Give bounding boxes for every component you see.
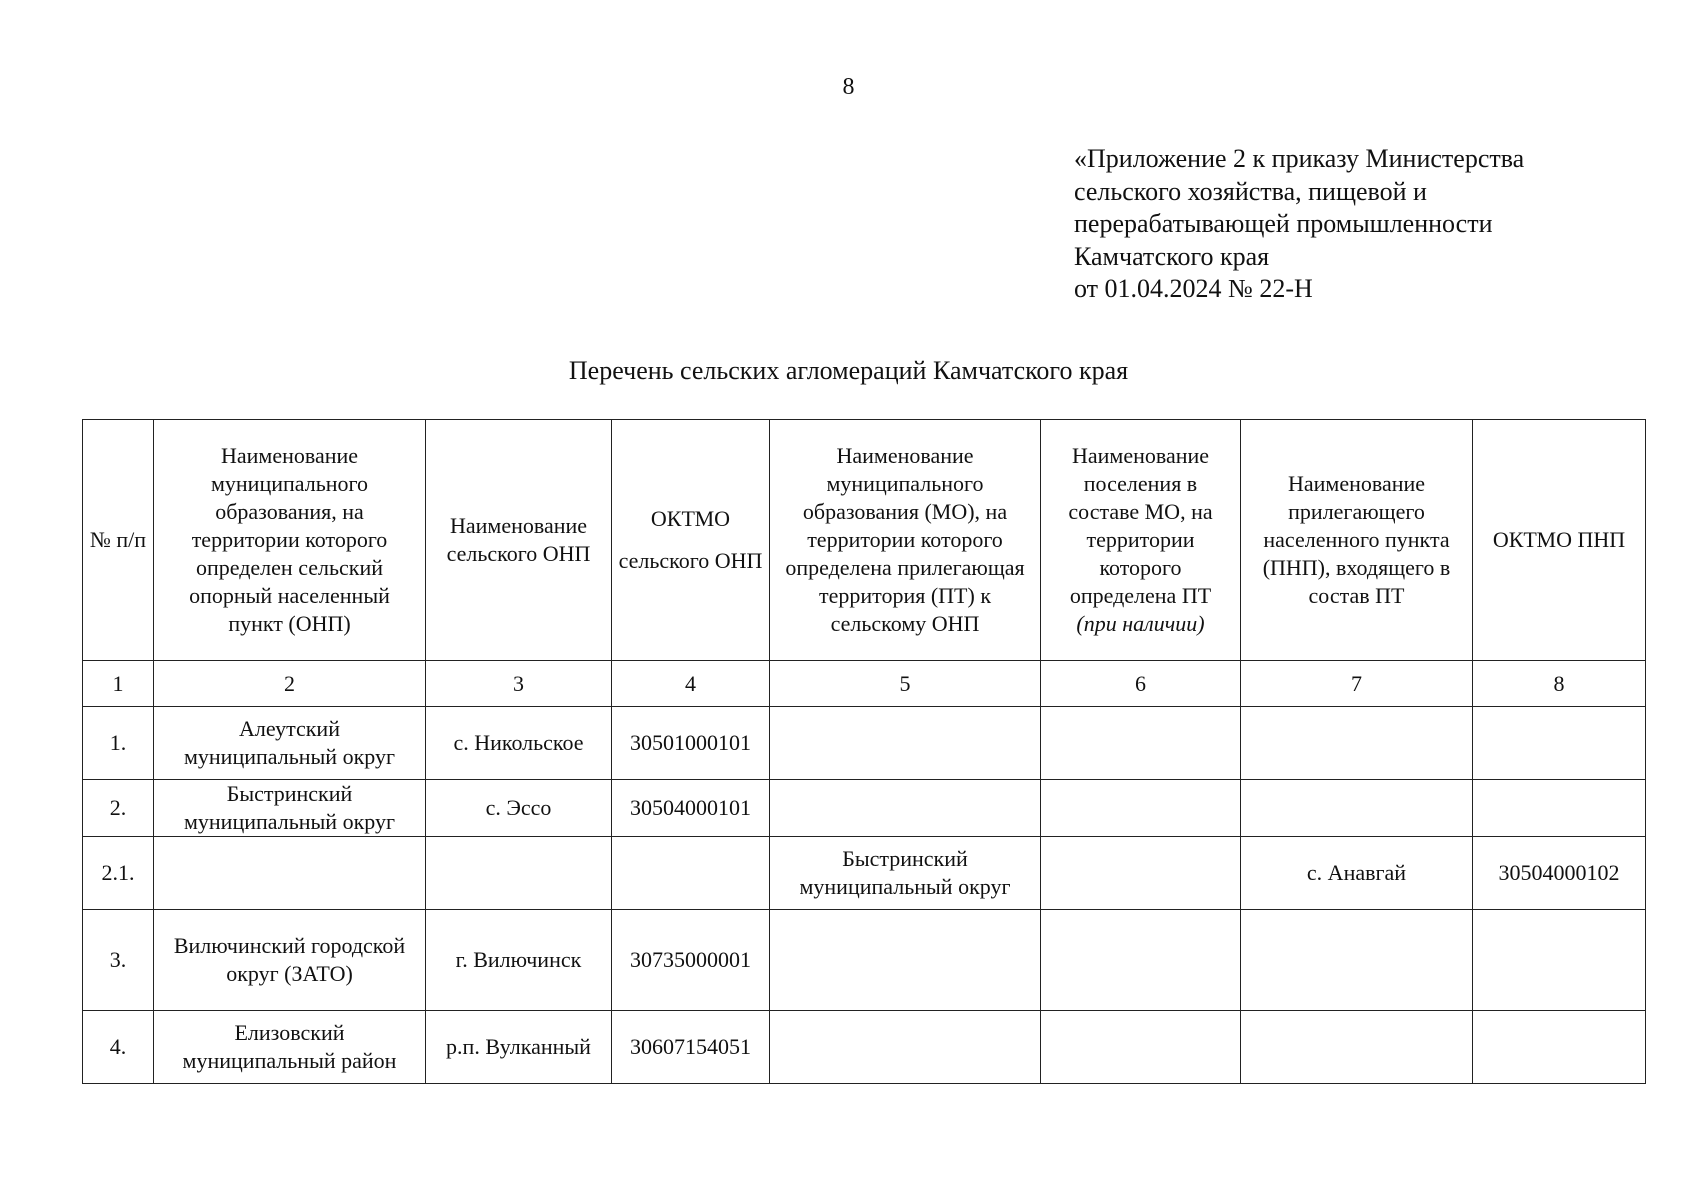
oktmo-cell: 30501000101 — [612, 707, 770, 780]
settlement-cell — [1041, 1011, 1241, 1084]
pt-municipality-cell — [770, 780, 1041, 837]
column-number: 8 — [1473, 661, 1646, 707]
column-number: 3 — [426, 661, 612, 707]
table-row — [83, 780, 1646, 837]
appendix-line: сельского хозяйства, пищевой и — [1074, 176, 1427, 206]
appendix-line: перерабатывающей промышленности — [1074, 209, 1493, 238]
page-number: 8 — [842, 74, 855, 100]
onp-cell: с. Никольское — [426, 707, 612, 780]
oktmo-cell — [612, 837, 770, 910]
onp-cell: с. Эссо — [426, 780, 612, 837]
oktmo-cell: 30504000101 — [612, 780, 770, 837]
agglomerations-table — [82, 419, 1646, 1084]
appendix-reference — [1074, 143, 1524, 306]
column-number: 2 — [154, 661, 426, 707]
appendix-line: Камчатского края — [1074, 241, 1270, 271]
table-row — [83, 837, 1646, 910]
document-title: Перечень сельских агломераций Камчатского края — [568, 356, 1129, 385]
oktmo-pnp-cell — [1473, 707, 1646, 780]
oktmo-cell: 30735000001 — [612, 910, 770, 1011]
municipality-cell: Алеутский муниципальный округ — [154, 707, 426, 780]
header-cell: Наименование муниципального образования, на территории которого определен сельский опорный населенный пункт (ОНП) — [154, 420, 426, 661]
column-number: 1 — [83, 661, 154, 707]
onp-cell — [426, 837, 612, 910]
municipality-cell: Вилючинский городской округ (ЗАТО) — [154, 910, 426, 1011]
header-settlement-label: Наименование поселения в составе МО, на территории которого определена ПТ — [1068, 443, 1213, 608]
pt-municipality-cell — [770, 707, 1041, 780]
settlement-cell — [1041, 780, 1241, 837]
appendix-line: «Приложение 2 к приказу Министерства — [1074, 144, 1525, 173]
oktmo-pnp-cell — [1473, 1011, 1646, 1084]
pt-municipality-cell — [770, 910, 1041, 1011]
header-cell: Наименование прилегающего населенного пункта (ПНП), входящего в состав ПТ — [1241, 420, 1473, 661]
pnp-cell — [1241, 707, 1473, 780]
pnp-cell: с. Анавгай — [1241, 837, 1473, 910]
municipality-cell — [154, 837, 426, 910]
municipality-cell: Быстринский муниципальный округ — [154, 780, 426, 837]
column-number-row — [83, 661, 1646, 707]
table-row — [83, 910, 1646, 1011]
oktmo-cell: 30607154051 — [612, 1011, 770, 1084]
column-number: 7 — [1241, 661, 1473, 707]
table-row — [83, 707, 1646, 780]
header-oktmo-sublabel: сельского ОНП — [618, 548, 763, 573]
header-cell — [612, 420, 770, 661]
onp-cell: г. Вилючинск — [426, 910, 612, 1011]
header-row — [83, 420, 1646, 661]
pt-municipality-cell: Быстринский муниципальный округ — [770, 837, 1041, 910]
header-cell: Наименование сельского ОНП — [426, 420, 612, 661]
municipality-cell: Елизовский муниципальный район — [154, 1011, 426, 1084]
row-number: 2.1. — [83, 837, 154, 910]
pt-municipality-cell — [770, 1011, 1041, 1084]
settlement-cell — [1041, 910, 1241, 1011]
column-number: 5 — [770, 661, 1041, 707]
oktmo-pnp-cell — [1473, 780, 1646, 837]
row-number: 2. — [83, 780, 154, 837]
row-number: 4. — [83, 1011, 154, 1084]
row-number: 1. — [83, 707, 154, 780]
header-cell: ОКТМО ПНП — [1473, 420, 1646, 661]
pnp-cell — [1241, 910, 1473, 1011]
column-number: 4 — [612, 661, 770, 707]
header-cell — [1041, 420, 1241, 661]
oktmo-pnp-cell: 30504000102 — [1473, 837, 1646, 910]
pnp-cell — [1241, 1011, 1473, 1084]
table-row — [83, 1011, 1646, 1084]
oktmo-pnp-cell — [1473, 910, 1646, 1011]
pnp-cell — [1241, 780, 1473, 837]
appendix-line: от 01.04.2024 № 22-Н — [1074, 274, 1313, 303]
row-number: 3. — [83, 910, 154, 1011]
header-cell: № п/п — [83, 420, 154, 661]
settlement-cell — [1041, 707, 1241, 780]
header-oktmo-label: ОКТМО — [650, 506, 731, 531]
header-settlement-note: (при наличии) — [1076, 611, 1205, 636]
column-number: 6 — [1041, 661, 1241, 707]
settlement-cell — [1041, 837, 1241, 910]
onp-cell: р.п. Вулканный — [426, 1011, 612, 1084]
header-cell: Наименование муниципального образования (МО), на территории которого определена прилегающая территория (ПТ) к сельскому ОНП — [770, 420, 1041, 661]
